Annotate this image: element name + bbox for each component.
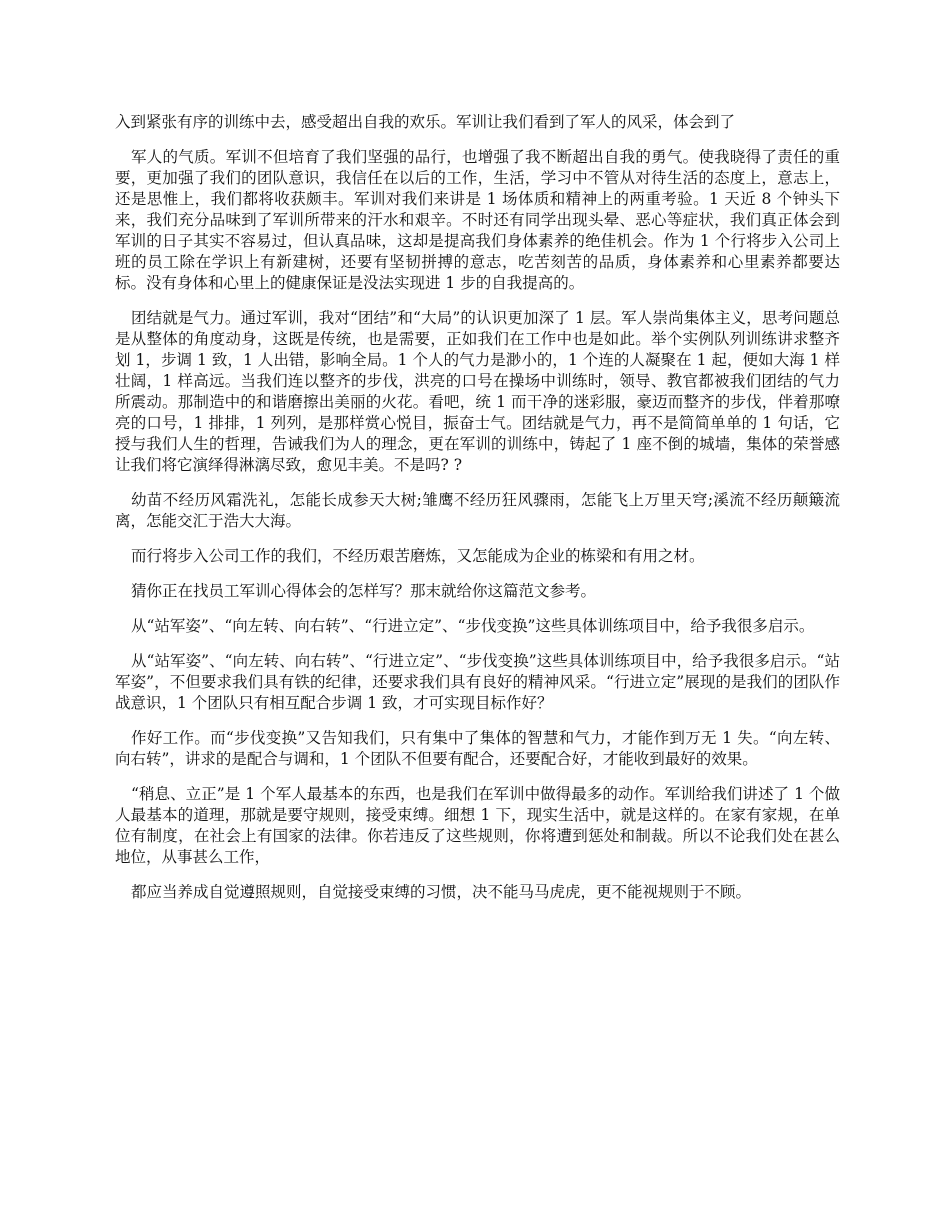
paragraph: 幼苗不经历风霜洗礼，怎能长成参天大树;雏鹰不经历狂风骤雨，怎能飞上万里天穹;溪流不经历颠簸流离，怎能交汇于浩大大海。 bbox=[115, 491, 840, 530]
paragraph: 军人的气质。军训不但培育了我们坚强的品行，也增强了我不断超出自我的勇气。使我晓得了责任的重要，更加强了我们的团队意识，我信任在以后的工作，生活，学习中不管从对待生活的态度上，意志上，还是思惟上，我们都将收获颇丰。军训对我们来讲是 1 场体质和精神上的两重考验。1 天近 8 个钟头下来，我们充分品味到了军训所带来的汗水和艰辛。不时还有同学出现头晕、恶心等症状，我们真正体会到军训的日子其实不容易过，但认真品味，这却是提高我们身体素养的绝佳机会。作为 1 个行将步入公司上班的员工除在学识上有新建树，还要有坚韧拼搏的意志，吃苦刻苦的品质，身体素养和心里素养都要达标。没有身体和心里上的健康保证是没法实现进 1 步的自我提高的。 bbox=[115, 148, 840, 292]
paragraph: 而行将步入公司工作的我们，不经历艰苦磨炼，又怎能成为企业的栋梁和有用之材。 bbox=[131, 547, 705, 565]
paragraph: 猜你正在找员工军训心得体会的怎样写？那末就给你这篇范文参考。 bbox=[131, 582, 597, 600]
paragraph: 团结就是气力。通过军训，我对“团结”和“大局”的认识更加深了 1 层。军人崇尚集体主义，思考问题总是从整体的角度动身，这既是传统，也是需要，正如我们在工作中也是如此。举个实例队列训练讲求整齐划 1，步调 1 致，1 人出错，影响全局。1 个人的气力是渺小的，1 个连的人凝聚在 1 起，便如大海 1 样壮阔，1 样高远。当我们连以整齐的步伐，洪亮的口号在操场中训练时，领导、教官都被我们团结的气力所震动。那制造中的和谐磨擦出美丽的火花。看吧，统 1 而干净的迷彩服，豪迈而整齐的步伐，伴着那嘹亮的口号，1 排排，1 列列，是那样赏心悦目，振奋士气。团结就是气力，再不是简简单单的 1 句话，它授与我们人生的哲理，告诫我们为人的理念，更在军训的训练中，铸起了 1 座不倒的城墙，集体的荣誉感让我们将它演绎得淋漓尽致，愈见丰美。不是吗? ? bbox=[115, 309, 840, 474]
paragraph: 都应当养成自觉遵照规则，自觉接受束缚的习惯，决不能马马虎虎，更不能视规则于不顾。 bbox=[131, 883, 752, 901]
paragraph: 作好工作。而“步伐变换”又告知我们，只有集中了集体的智慧和气力，才能作到万无 1 失。“向左转、向右转”，讲求的是配合与调和，1 个团队不但要有配合，还要配合好，才能收到最好的效果。 bbox=[115, 729, 840, 768]
paragraph: “稍息、立正”是 1 个军人最基本的东西，也是我们在军训中做得最多的动作。军训给我们讲述了 1 个做人最基本的道理，那就是要守规则，接受束缚。细想 1 下，现实生活中，就是这样的。在家有家规，在单位有制度，在社会上有国家的法律。你若违反了这些规则，你将遭到惩处和制裁。所以不论我们处在甚么地位，从事甚么工作， bbox=[115, 785, 840, 866]
document-body bbox=[115, 112, 840, 917]
paragraph: 从“站军姿”、“向左转、向右转”、“行进立定”、“步伐变换”这些具体训练项目中，给予我很多启示。“站军姿”，不但要求我们具有铁的纪律，还要求我们具有良好的精神风采。“行进立定”展现的是我们的团队作战意识，1 个团队只有相互配合步调 1 致，才可实现目标作好？ bbox=[115, 652, 840, 712]
paragraph: 入到紧张有序的训练中去，感受超出自我的欢乐。军训让我们看到了军人的风采，体会到了 bbox=[115, 113, 736, 131]
paragraph: 从“站军姿”、“向左转、向右转”、“行进立定”、“步伐变换”这些具体训练项目中，给予我很多启示。 bbox=[131, 617, 815, 635]
